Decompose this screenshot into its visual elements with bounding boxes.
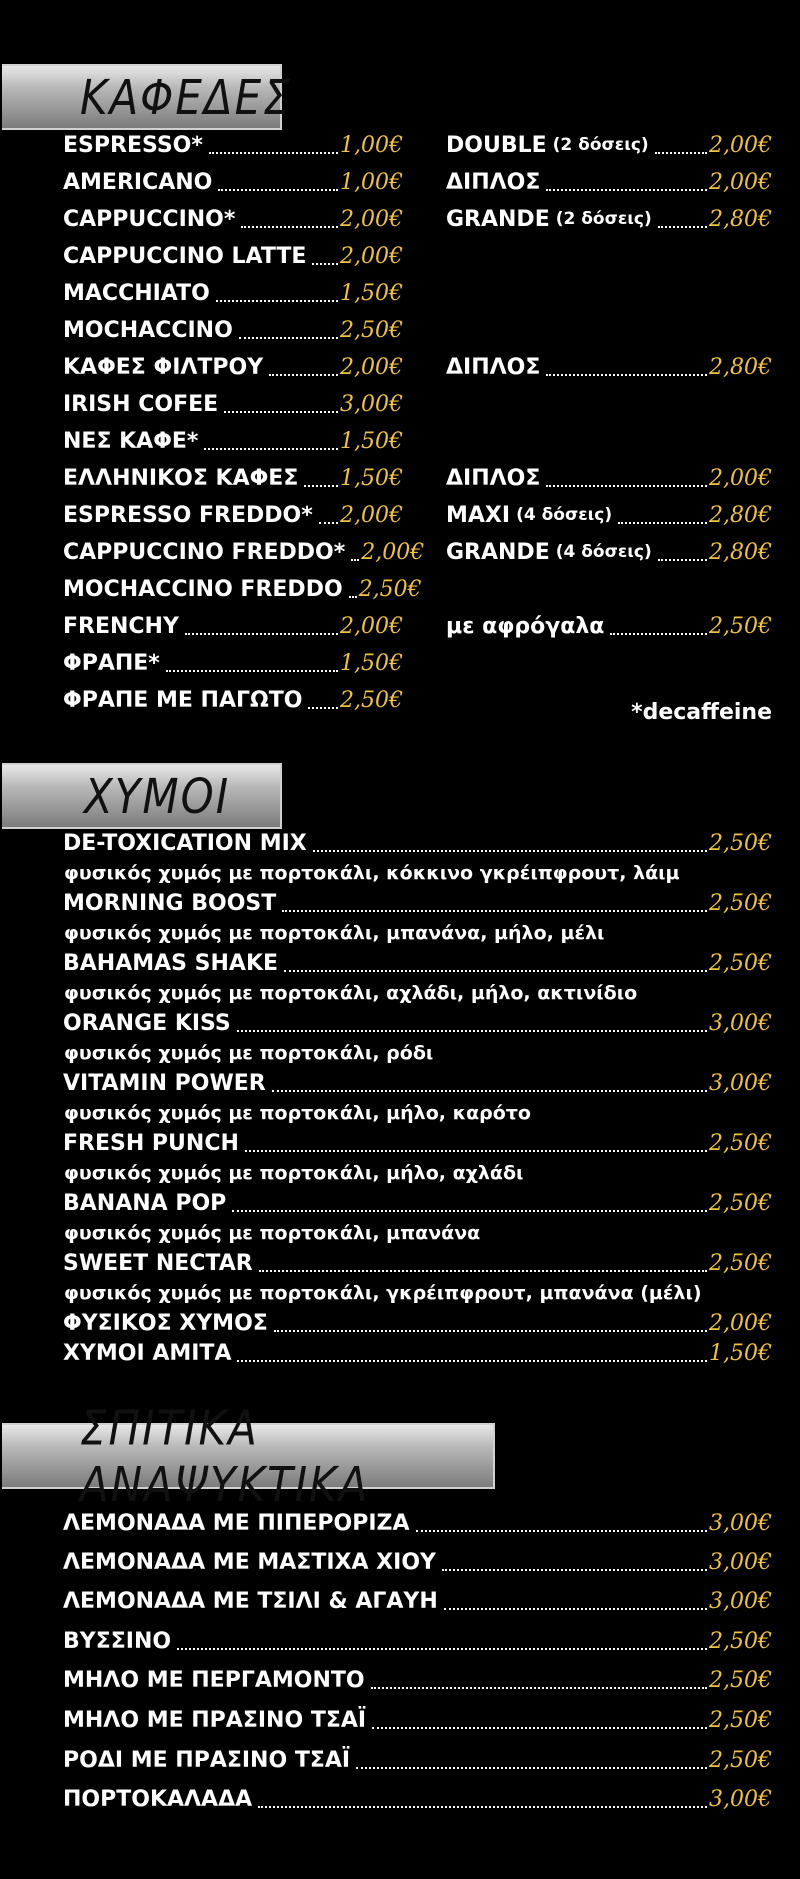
menu-item (63, 349, 403, 385)
dot-leader (658, 226, 707, 228)
menu-item-price: 2,50€ (709, 613, 772, 639)
menu-item (446, 460, 772, 496)
menu-item-name: IRISH COFEE (63, 391, 219, 417)
menu-item-name: ΚΑΦΕΣ ΦΙΛΤΡΟΥ (63, 354, 264, 380)
dot-leader (237, 1360, 707, 1362)
dot-leader (610, 633, 707, 635)
dot-leader (658, 559, 707, 561)
menu-item-name: MAXI (446, 502, 511, 528)
juice-description: φυσικός χυμός με πορτοκάλι, μπανάνα, μήλο, μέλι (64, 922, 605, 944)
menu-item-name: BANANA POP (63, 1190, 227, 1216)
menu-item (446, 164, 772, 200)
dot-leader (546, 374, 707, 376)
juice-section-banner (2, 763, 282, 829)
menu-item (63, 460, 403, 496)
dot-leader (259, 1270, 707, 1272)
menu-item (63, 645, 403, 681)
menu-item (63, 312, 403, 348)
menu-item (63, 238, 403, 274)
menu-item-name: FRESH PUNCH (63, 1130, 239, 1156)
menu-item-name: ΔΙΠΛΟΣ (446, 465, 541, 491)
menu-item (63, 1245, 772, 1281)
menu-item-price: 2,50€ (709, 890, 772, 916)
menu-item (446, 497, 772, 533)
menu-item-name: BAHAMAS SHAKE (63, 950, 279, 976)
menu-item-name: FRENCHY (63, 613, 179, 639)
menu-item-name: ΧΥΜΟΙ ΑΜΙΤΑ (63, 1340, 232, 1366)
decaf-note: *decaffeine (631, 700, 772, 725)
menu-item-price: 2,00€ (361, 539, 425, 565)
dot-leader (237, 1030, 707, 1032)
menu-item-name: ΜΗΛΟ ΜΕ ΠΕΡΓΑΜΟΝΤΟ (63, 1667, 365, 1693)
dot-leader (308, 707, 338, 709)
dot-leader (274, 1330, 707, 1332)
menu-item (446, 608, 772, 644)
dot-leader (655, 152, 707, 154)
juice-description: φυσικός χυμός με πορτοκάλι, γκρέιπφρουτ, μπανάνα (μέλι) (64, 1282, 702, 1304)
menu-item-name: MACCHIATO (63, 280, 210, 306)
menu-item-price: 2,50€ (340, 687, 403, 713)
menu-item-name: ΔΙΠΛΟΣ (446, 169, 541, 195)
menu-item-price: 2,50€ (709, 830, 772, 856)
menu-item-portion: (4 δόσεις) (555, 542, 652, 562)
menu-item-price: 2,00€ (709, 132, 772, 158)
dot-leader (351, 559, 359, 561)
refresh-section-title: ΣΠΙΤΙΚΑ ΑΝΑΨΥΚΤΙΚΑ (80, 1399, 370, 1513)
menu-item-price: 3,00€ (709, 1549, 772, 1575)
menu-item-price: 2,50€ (709, 950, 772, 976)
dot-leader (416, 1530, 707, 1532)
dot-leader (258, 1806, 707, 1808)
menu-item-price: 2,50€ (709, 1628, 772, 1654)
coffee-section-title: ΚΑΦΕΔΕΣ (80, 68, 292, 126)
menu-item-name: SWEET NECTAR (63, 1250, 253, 1276)
menu-item (63, 1623, 772, 1659)
menu-item-name: ΛΕΜΟΝΑΔΑ ΜΕ ΤΣΙΛΙ & ΑΓΑΥΗ (63, 1588, 438, 1614)
menu-item (63, 164, 403, 200)
menu-item (63, 386, 403, 422)
menu-item (63, 825, 772, 861)
menu-item-name: MORNING BOOST (63, 890, 277, 916)
menu-item-name: ΦΡΑΠΕ ΜΕ ΠΑΓΩΤΟ (63, 687, 303, 713)
menu-item (63, 275, 403, 311)
dot-leader (218, 189, 338, 191)
menu-item (63, 534, 425, 570)
menu-item (63, 1583, 772, 1619)
menu-item-price: 2,50€ (709, 1747, 772, 1773)
menu-item (446, 127, 772, 163)
menu-item-price: 2,50€ (709, 1250, 772, 1276)
dot-leader (444, 1608, 707, 1610)
menu-item (63, 1005, 772, 1041)
dot-leader (312, 263, 338, 265)
menu-item-price: 2,00€ (709, 169, 772, 195)
dot-leader (349, 596, 357, 598)
dot-leader (372, 1727, 707, 1729)
menu-item-name: GRANDE (446, 206, 550, 232)
menu-item-name: ΕΛΛΗΝΙΚΟΣ ΚΑΦΕΣ (63, 465, 299, 491)
juice-description: φυσικός χυμός με πορτοκάλι, ρόδι (64, 1042, 434, 1064)
dot-leader (284, 970, 707, 972)
menu-item-name: ΛΕΜΟΝΑΔΑ ΜΕ ΜΑΣΤΙΧΑ ΧΙΟΥ (63, 1549, 436, 1575)
dot-leader (282, 910, 707, 912)
dot-leader (269, 374, 338, 376)
menu-item-price: 1,50€ (340, 280, 403, 306)
dot-leader (304, 485, 338, 487)
dot-leader (313, 850, 707, 852)
menu-item-price: 2,50€ (709, 1190, 772, 1216)
dot-leader (371, 1687, 707, 1689)
menu-item-name: ΦΡΑΠΕ* (63, 650, 160, 676)
dot-leader (241, 226, 338, 228)
menu-item-name: CAPPUCCINO LATTE (63, 243, 307, 269)
menu-item-name: GRANDE (446, 539, 550, 565)
menu-item-name: ΒΥΣΣΙΝΟ (63, 1628, 172, 1654)
menu-item-name: ORANGE KISS (63, 1010, 231, 1036)
menu-item-name: DE-TOXICATION MIX (63, 830, 307, 856)
menu-item-price: 2,00€ (340, 502, 403, 528)
menu-item (63, 1781, 772, 1817)
dot-leader (232, 1210, 707, 1212)
menu-item-name: MOCHACCINO FREDDO (63, 576, 343, 602)
menu-item-price: 2,50€ (709, 1707, 772, 1733)
menu-item-name: DOUBLE (446, 132, 547, 158)
menu-item (63, 1505, 772, 1541)
menu-item (63, 1335, 772, 1371)
menu-item-name: VITAMIN POWER (63, 1070, 266, 1096)
menu-item (63, 201, 403, 237)
menu-item (63, 497, 403, 533)
menu-item-price: 3,00€ (709, 1510, 772, 1536)
menu-item-name: ΝΕΣ ΚΑΦΕ* (63, 428, 199, 454)
dot-leader (185, 633, 338, 635)
menu-item (63, 608, 403, 644)
menu-item-name: με αφρόγαλα (446, 613, 605, 639)
menu-item-price: 2,80€ (709, 206, 772, 232)
menu-item-price: 3,00€ (709, 1786, 772, 1812)
juice-description: φυσικός χυμός με πορτοκάλι, μήλο, καρότο (64, 1102, 531, 1124)
menu-item-name: ΠΟΡΤΟΚΑΛΑΔΑ (63, 1786, 253, 1812)
menu-item-name: ESPRESSO* (63, 132, 203, 158)
menu-item-price: 2,00€ (340, 613, 403, 639)
menu-item-name: ESPRESSO FREDDO* (63, 502, 313, 528)
menu-item (446, 349, 772, 385)
menu-item (63, 127, 403, 163)
menu-item-name: ΔΙΠΛΟΣ (446, 354, 541, 380)
menu-item-portion: (2 δόσεις) (552, 135, 649, 155)
menu-item-price: 2,50€ (709, 1130, 772, 1156)
menu-item-portion: (4 δόσεις) (516, 505, 613, 525)
menu-item-name: AMERICANO (63, 169, 213, 195)
menu-item-name: ΡΟΔΙ ΜΕ ΠΡΑΣΙΝΟ ΤΣΑΪ (63, 1747, 351, 1773)
menu-item (63, 1185, 772, 1221)
menu-item (63, 1125, 772, 1161)
menu-item-name: ΦΥΣΙΚΟΣ ΧΥΜΟΣ (63, 1310, 268, 1336)
menu-item (63, 423, 403, 459)
dot-leader (166, 670, 338, 672)
menu-item-price: 2,80€ (709, 502, 772, 528)
dot-leader (546, 485, 707, 487)
menu-item-price: 1,50€ (340, 465, 403, 491)
menu-item (63, 1544, 772, 1580)
menu-item (446, 534, 772, 570)
dot-leader (204, 448, 338, 450)
menu-item-price: 2,00€ (340, 354, 403, 380)
menu-item-price: 2,50€ (709, 1667, 772, 1693)
juice-description: φυσικός χυμός με πορτοκάλι, αχλάδι, μήλο, ακτινίδιο (64, 982, 638, 1004)
menu-item-price: 2,00€ (340, 243, 403, 269)
dot-leader (319, 522, 338, 524)
menu-item-price: 2,00€ (709, 465, 772, 491)
menu-item (63, 1065, 772, 1101)
menu-item-price: 2,50€ (340, 317, 403, 343)
menu-item (63, 1662, 772, 1698)
menu-item-name: ΛΕΜΟΝΑΔΑ ΜΕ ΠΙΠΕΡΟΡΙΖΑ (63, 1510, 410, 1536)
refresh-section-banner (2, 1399, 495, 1513)
dot-leader (177, 1648, 707, 1650)
juice-description: φυσικός χυμός με πορτοκάλι, μήλο, αχλάδι (64, 1162, 524, 1184)
menu-item-price: 2,50€ (358, 576, 422, 602)
coffee-section-banner (2, 64, 292, 130)
juice-description: φυσικός χυμός με πορτοκάλι, κόκκινο γκρέιπφρουτ, λάιμ (64, 862, 680, 884)
menu-item-price: 3,00€ (709, 1010, 772, 1036)
menu-item-name: CAPPUCCINO FREDDO* (63, 539, 346, 565)
menu-item-price: 1,00€ (340, 169, 403, 195)
menu-item-price: 2,80€ (709, 539, 772, 565)
menu-item (63, 1742, 772, 1778)
menu-item-price: 2,80€ (709, 354, 772, 380)
menu-item (63, 571, 422, 607)
menu-item (63, 1702, 772, 1738)
dot-leader (216, 300, 338, 302)
menu-item-price: 1,50€ (709, 1340, 772, 1366)
menu-item-name: CAPPUCCINO* (63, 206, 236, 232)
juice-section-title: ΧΥΜΟΙ (84, 767, 231, 825)
juice-description: φυσικός χυμός με πορτοκάλι, μπανάνα (64, 1222, 481, 1244)
dot-leader (546, 189, 707, 191)
menu-item-price: 3,00€ (709, 1070, 772, 1096)
menu-item-name: ΜΗΛΟ ΜΕ ΠΡΑΣΙΝΟ ΤΣΑΪ (63, 1707, 367, 1733)
dot-leader (618, 522, 707, 524)
menu-item (63, 682, 403, 718)
menu-item-price: 1,50€ (340, 650, 403, 676)
dot-leader (209, 152, 338, 154)
menu-item-portion: (2 δόσεις) (555, 209, 652, 229)
menu-item-price: 3,00€ (709, 1588, 772, 1614)
menu-item (63, 885, 772, 921)
menu-item (446, 201, 772, 237)
menu-item-price: 3,00€ (340, 391, 403, 417)
dot-leader (272, 1090, 707, 1092)
dot-leader (245, 1150, 707, 1152)
dot-leader (239, 337, 338, 339)
menu-item-name: MOCHACCINO (63, 317, 233, 343)
dot-leader (442, 1569, 707, 1571)
menu-item-price: 2,00€ (709, 1310, 772, 1336)
menu-item-price: 1,50€ (340, 428, 403, 454)
dot-leader (356, 1767, 707, 1769)
menu-item (63, 945, 772, 981)
menu-item-price: 2,00€ (340, 206, 403, 232)
dot-leader (224, 411, 338, 413)
menu-item-price: 1,00€ (340, 132, 403, 158)
